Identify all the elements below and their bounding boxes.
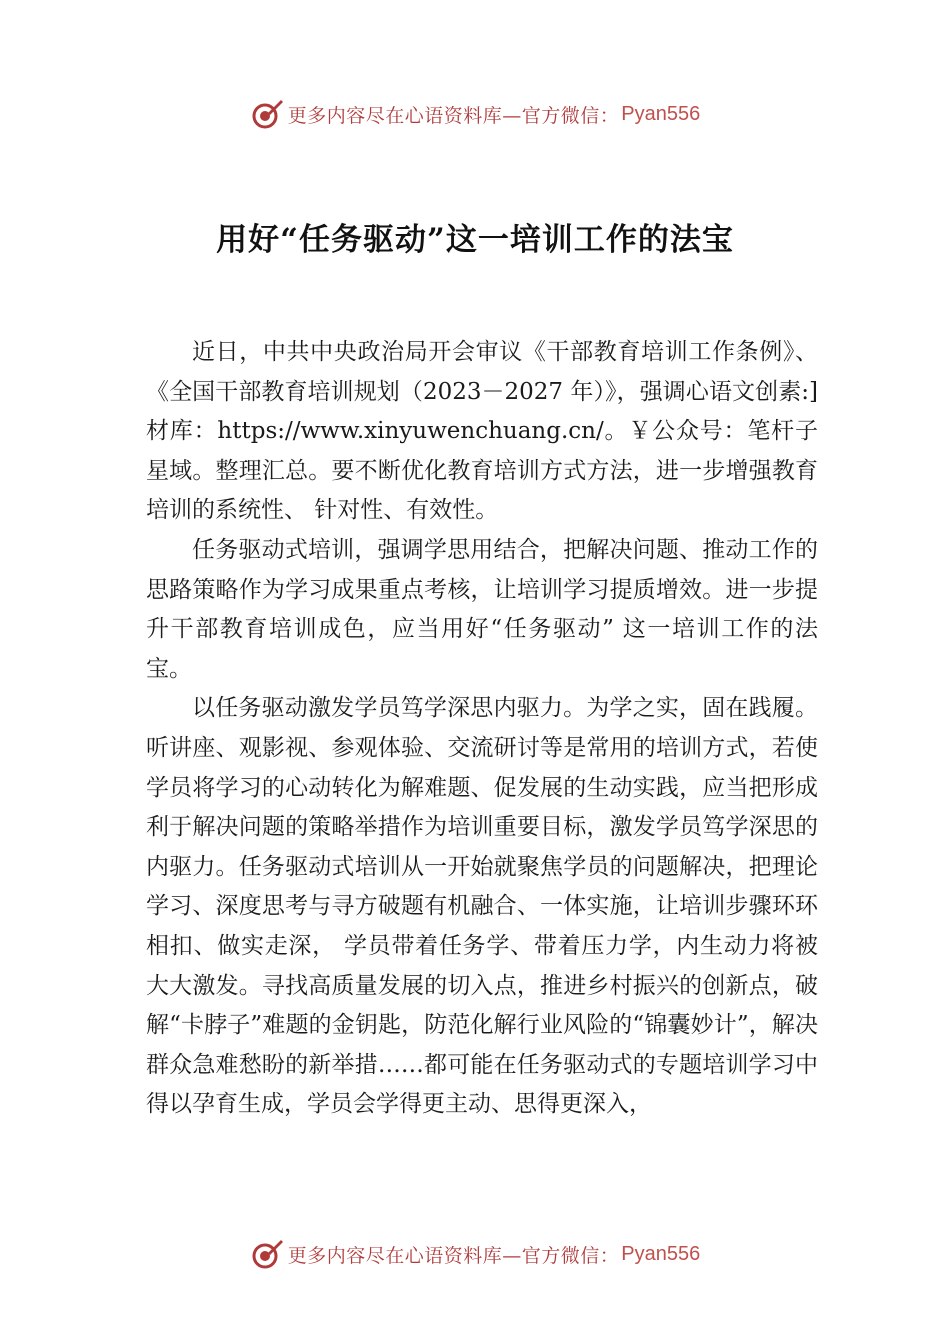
- document-body: [146, 333, 818, 1125]
- watermark-brand-text: 更多内容尽在心语资料库—官方微信：: [287, 104, 620, 127]
- quill-pen-logo-icon: [250, 97, 284, 131]
- paragraph-1: 近日，中共中央政治局开会审议《干部教育培训工作条例》、《全国干部教育培训规划（2023－2027 年）》，强调心语文创素:]材库：https://www.xinyuwenchuang.cn/。￥公众号：笔杆子星域。整理汇总。要不断优化教育培训方式方法，进一步增强教育培训的系统性、 针对性、有效性。: [146, 339, 818, 524]
- footer-watermark: [0, 1234, 950, 1274]
- watermark-wechat-handle: Pyan556: [621, 102, 701, 125]
- header-watermark: [0, 94, 950, 134]
- paragraph-3: 以任务驱动激发学员笃学深思内驱力。为学之实，固在践履。听讲座、观影视、参观体验、交流研讨等是常用的培训方式，若使学员将学习的心动转化为解难题、促发展的生动实践，应当把形成利于解决问题的策略举措作为培训重要目标，激发学员笃学深思的内驱力。任务驱动式培训从一开始就聚焦学员的问题解决，把理论学习、深度思考与寻方破题有机融合、一体实施，让培训步骤环环相扣、做实走深， 学员带着任务学、带着压力学，内生动力将被大大激发。寻找高质量发展的切入点，推进乡村振兴的创新点，破解“卡脖子”难题的金钥匙，防范化解行业风险的“锦囊妙计”，解决群众急难愁盼的新举措……都可能在任务驱动式的专题培训学习中得以孕育生成，学员会学得更主动、思得更深入，: [146, 695, 818, 1118]
- watermark-wechat-handle: Pyan556: [621, 1242, 701, 1265]
- document-title: 用好“任务驱动”这一培训工作的法宝: [216, 222, 734, 258]
- watermark-brand-text: 更多内容尽在心语资料库—官方微信：: [287, 1244, 620, 1267]
- quill-pen-logo-icon: [250, 1237, 284, 1271]
- paragraph-2: 任务驱动式培训，强调学思用结合，把解决问题、推动工作的思路策略作为学习成果重点考核，让培训学习提质增效。进一步提升干部教育培训成色，应当用好“任务驱动” 这一培训工作的法宝。: [146, 536, 818, 682]
